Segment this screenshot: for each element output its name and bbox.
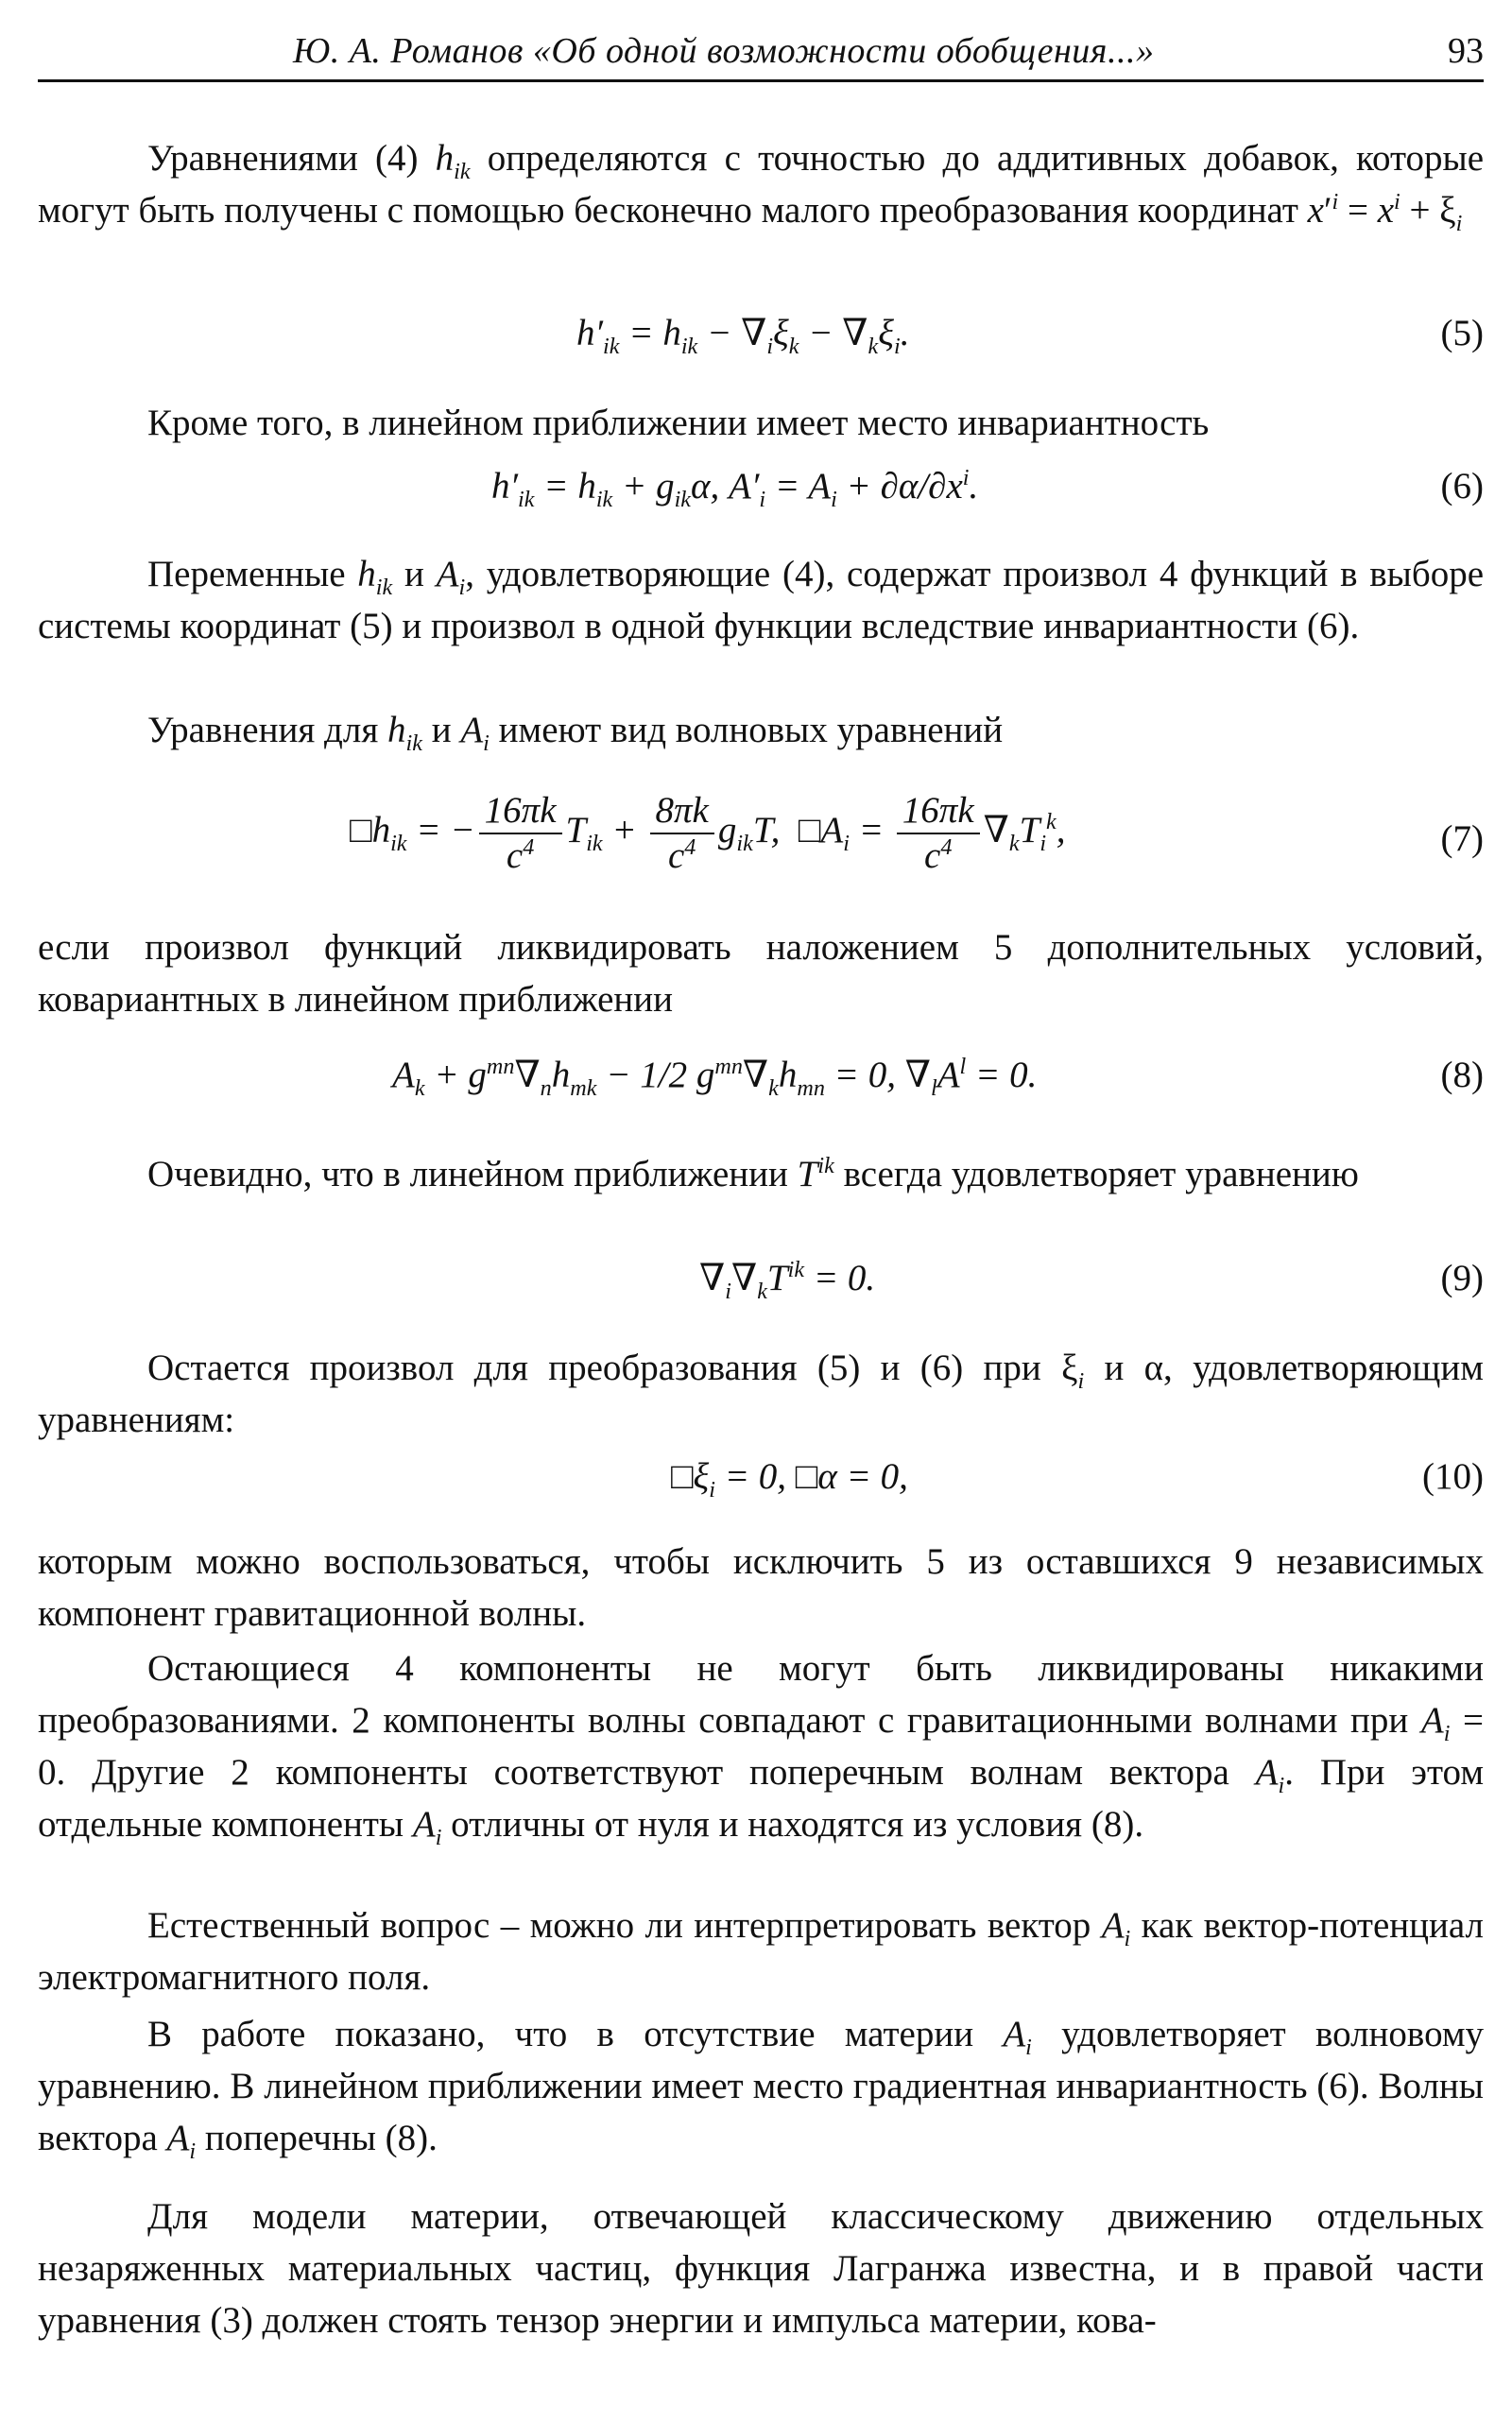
- running-header: [38, 17, 1484, 82]
- equation-6-number: (6): [1440, 466, 1484, 507]
- paragraph-12: Для модели материи, отвечающей классическому движению отдельных незаряженных материальных частиц, функция Лагранжа известна, и в правой части уравнения (3) должен стоять тензор энергии и импульса материи, кова-: [38, 2196, 1484, 2341]
- equation-5: [38, 312, 1484, 369]
- paragraph-7: Остается произвол для преобразования (5) и (6) при $\xi_i$ и α, удовлетворяющим уравнениям:: [38, 1348, 1484, 1440]
- paragraph-3: Переменные $h_{ik}$ и $A_i$, удовлетворяющие (4), содержат произвол 4 функций в выборе системы координат (5) и произвол в одной функции вследствие инвариантности (6).: [38, 554, 1485, 646]
- equation-9: [38, 1257, 1484, 1314]
- equation-6-formula: $h'_{ik} = h_{ik} + g_{ik}\alpha$, $A'_i = A_i + \partial\alpha/\partial x^i$.: [491, 465, 979, 512]
- equation-7-formula: $□h_{ik}$ = − $\frac{16\pi k}{c^4}$ $T_{ik}$ + $\frac{8\pi k}{c^4}$ $g_{ik}T$, $□A_i$ = $\frac{16\pi k}{c^4}$ $\nabla_kT_i^k$,: [350, 790, 1066, 876]
- equation-9-formula: $\nabla_i\nabla_kT^{ik} = 0$.: [699, 1257, 876, 1304]
- paragraph-9: Остающиеся 4 компоненты не могут быть ликвидированы никакими преобразованиями. 2 компоненты волны совпадают с гравитационными волнами при $A_i = 0$. Другие 2 компоненты соответствуют поперечным волнам вектора $A_i$. При этом отдельные компоненты $A_i$ отличны от нуля и находятся из условия (8).: [38, 1648, 1484, 1850]
- page-number: 93: [1448, 31, 1484, 71]
- paragraph-5: если произвол функций ликвидировать наложением 5 дополнительных условий, ковариантных в линейном приближении: [38, 927, 1484, 1020]
- paragraph-8: которым можно воспользоваться, чтобы исключить 5 из оставшихся 9 независимых компонент гравитационной волны.: [38, 1541, 1484, 1634]
- equation-8: [38, 1054, 1484, 1110]
- equation-5-number: (5): [1440, 313, 1484, 353]
- paragraph-10: Естественный вопрос – можно ли интерпретировать вектор $A_i$ как вектор-потенциал электромагнитного поля.: [38, 1905, 1485, 1998]
- equation-5-formula: $h'_{ik} = h_{ik} - \nabla_i\xi_k - \nabla_k\xi_i$.: [576, 313, 910, 359]
- paragraph-2: Кроме того, в линейном приближении имеет место инвариантность: [147, 403, 1210, 443]
- paragraph-11: В работе показано, что в отсутствие материи $A_i$ удовлетворяет волновому уравнению. В линейном приближении имеет место градиентная инвариантность (6). Волны вектора $A_i$ поперечны (8).: [38, 2014, 1485, 2164]
- paragraph-1: Уравнениями (4) $h_{ik}$ определяются с точностью до аддитивных добавок, которые могут быть получены с помощью бесконечно малого преобразования координат $x'^i = x^i + \xi_i$: [38, 138, 1485, 236]
- equation-7-number: (7): [1440, 818, 1484, 859]
- paragraph-6: Очевидно, что в линейном приближении $T^{ik}$ всегда удовлетворяет уравнению: [147, 1153, 1359, 1194]
- equation-10-number: (10): [1422, 1456, 1484, 1497]
- header-title: Ю. А. Романов «Об одной возможности обобщения...»: [293, 31, 1155, 71]
- equation-8-number: (8): [1440, 1055, 1484, 1095]
- equation-10: [38, 1455, 1484, 1512]
- equation-6: [38, 465, 1484, 522]
- equation-7: [38, 789, 1484, 893]
- equation-8-formula: $A_k + g^{mn}\nabla_nh_{mk} - 1/2$ $g^{mn}\nabla_kh_{mn} = 0$, $\nabla_lA^l = 0$.: [392, 1054, 1038, 1101]
- equation-10-formula: $□\xi_i = 0$, □α = 0,: [671, 1456, 908, 1503]
- paragraph-4: Уравнения для $h_{ik}$ и $A_i$ имеют вид волновых уравнений: [147, 710, 1004, 756]
- page: [38, 0, 1484, 2422]
- equation-9-number: (9): [1440, 1258, 1484, 1298]
